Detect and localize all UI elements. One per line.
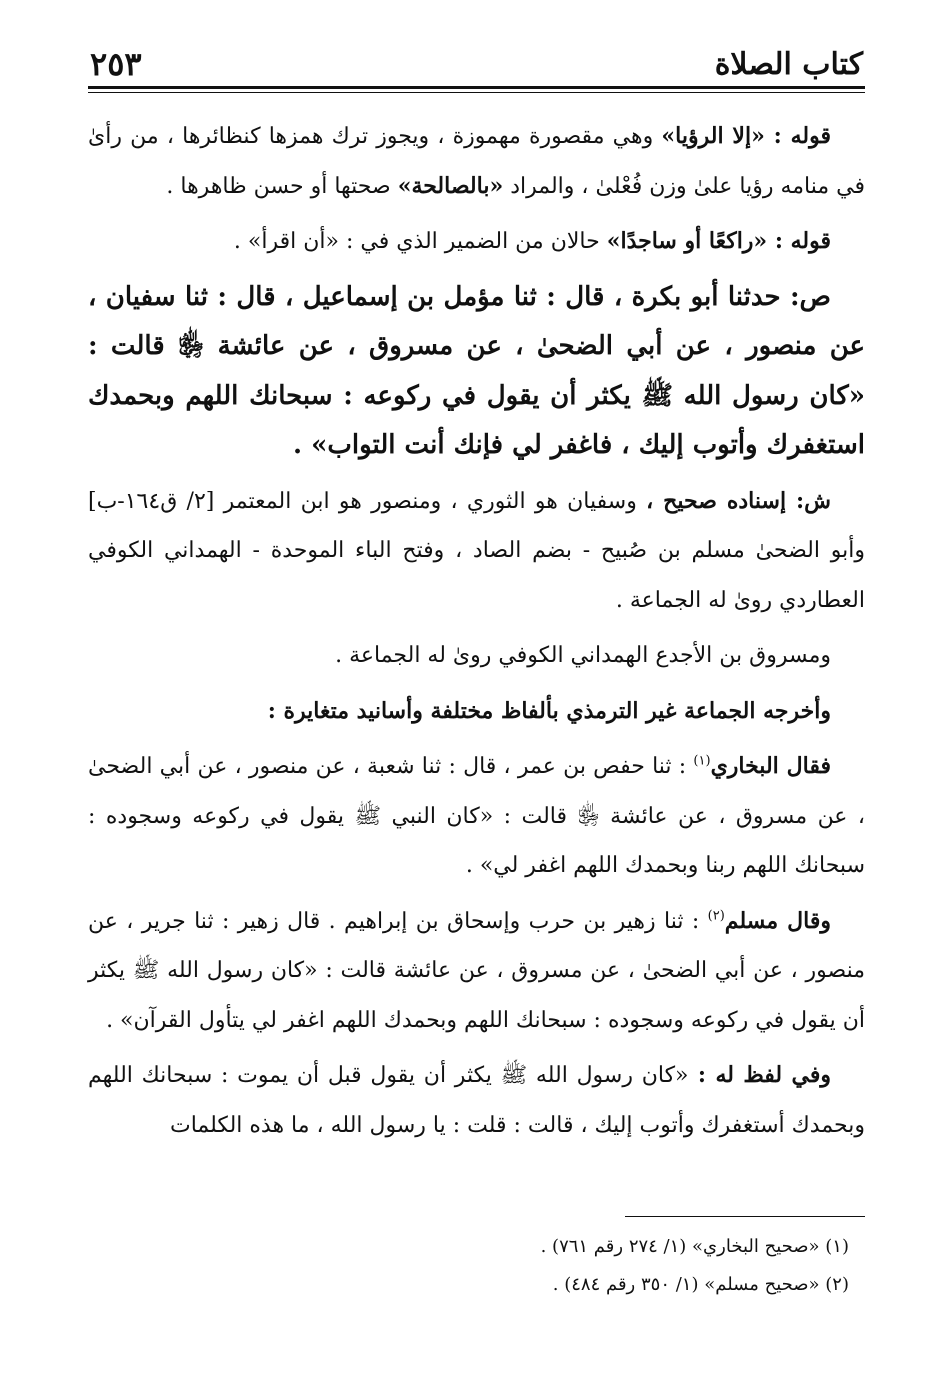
paragraph-lead: ش: إسناده صحيح ،: [646, 487, 831, 514]
paragraph: [88, 112, 865, 211]
paragraph-lead: وقال مسلم: [724, 907, 832, 934]
paragraph: [88, 1051, 865, 1150]
paragraph-tail: صحتها أو حسن ظاهرها .: [166, 173, 398, 199]
paragraph-lead: ص:: [780, 281, 831, 312]
page-number: ٢٥٣: [90, 45, 142, 83]
footnote-rule: [625, 1216, 865, 1217]
paragraph-lead: فقال البخاري: [710, 753, 831, 779]
paragraph-lead: قوله : «إلا الرؤيا»: [661, 123, 832, 149]
running-title: كتاب الصلاة: [714, 47, 863, 82]
paragraph-text: : ثنا زهير بن حرب وإسحاق بن إبراهيم . قال زهير : ثنا جرير ، عن منصور ، عن أبي الضحىٰ ، عن مسروق ، عن عائشة قالت : «كان رسول الله ﷺ يكثر أن يقول في ركوعه وسجوده : سبحانك اللهم وبحمدك اللهم اغفر لي يتأول القرآن» .: [88, 908, 865, 1033]
paragraph: [88, 687, 865, 737]
paragraph-bold: «بالصالحة»: [397, 172, 504, 199]
paragraph-text: ومسروق بن الأجدع الهمداني الكوفي روىٰ له الجماعة .: [335, 643, 831, 668]
main-text: [88, 112, 865, 1156]
footnote-ref[interactable]: (١): [693, 753, 711, 769]
footnote-2: (٢) «صحيح مسلم» (١/ ٣٥٠ رقم ٤٨٤) .: [552, 1274, 849, 1295]
paragraph-lead: وفي لفظ له :: [688, 1062, 831, 1088]
paragraph-lead: وأخرجه الجماعة غير الترمذي بألفاظ مختلفة وأسانيد متغايرة :: [267, 697, 831, 724]
header-rule-thin: [88, 92, 865, 93]
paragraph-text: وسفيان هو الثوري ، ومنصور هو ابن المعتمر [٢/ ق١٦٤-ب] وأبو الضحىٰ مسلم بن صُبيح - بضم الصاد ، وفتح الباء الموحدة - الهمداني الكوفي العطاردي روىٰ له الجماعة .: [88, 488, 865, 613]
hadith-text: [88, 273, 865, 471]
footnote-1: (١) «صحيح البخاري» (١/ ٢٧٤ رقم ٧٦١) .: [540, 1236, 849, 1257]
paragraph-text: : ثنا حفص بن عمر ، قال : ثنا شعبة ، عن منصور ، عن أبي الضحىٰ ، عن مسروق ، عن عائشة ﵂ قالت : «كان النبي ﷺ يقول في ركوعه وسجوده : سبحانك اللهم ربنا وبحمدك اللهم اغفر لي» .: [88, 754, 865, 878]
paragraph-lead: قوله : «راكعًا أو ساجدًا»: [606, 228, 831, 254]
paragraph: [88, 742, 865, 891]
header-rule: [88, 86, 865, 89]
paragraph: [88, 897, 865, 1046]
paragraph-text: حدثنا أبو بكرة ، قال : ثنا مؤمل بن إسماعيل ، قال : ثنا سفيان ، عن منصور ، عن أبي الضحىٰ ، عن مسروق ، عن عائشة ﵂ قالت : «كان رسول الله ﷺ يكثر أن يقول في ركوعه : سبحانك اللهم وبحمدك استغفرك وأتوب إليك ، فاغفر لي فإنك أنت التواب» .: [88, 281, 865, 460]
paragraph-text: «كان رسول الله ﷺ يكثر أن يقول قبل أن يموت : سبحانك اللهم وبحمدك أستغفرك وأتوب إليك ، قالت : قلت : يا رسول الله ، ما هذه الكلمات: [88, 1063, 865, 1138]
page-header: [90, 34, 863, 83]
paragraph: [88, 631, 865, 681]
paragraph: [88, 217, 865, 267]
footnotes: [88, 1228, 865, 1304]
footnote-ref[interactable]: (٢): [707, 908, 725, 924]
paragraph-text: حالان من الضمير الذي في : «أن اقرأ» .: [233, 229, 607, 254]
paragraph-text: وهي مقصورة مهموزة ، ويجوز ترك همزها كنظائرها ، من رأىٰ في منامه رؤيا علىٰ وزن فُعْلىٰ ، والمراد: [88, 124, 865, 199]
paragraph: [88, 477, 865, 626]
